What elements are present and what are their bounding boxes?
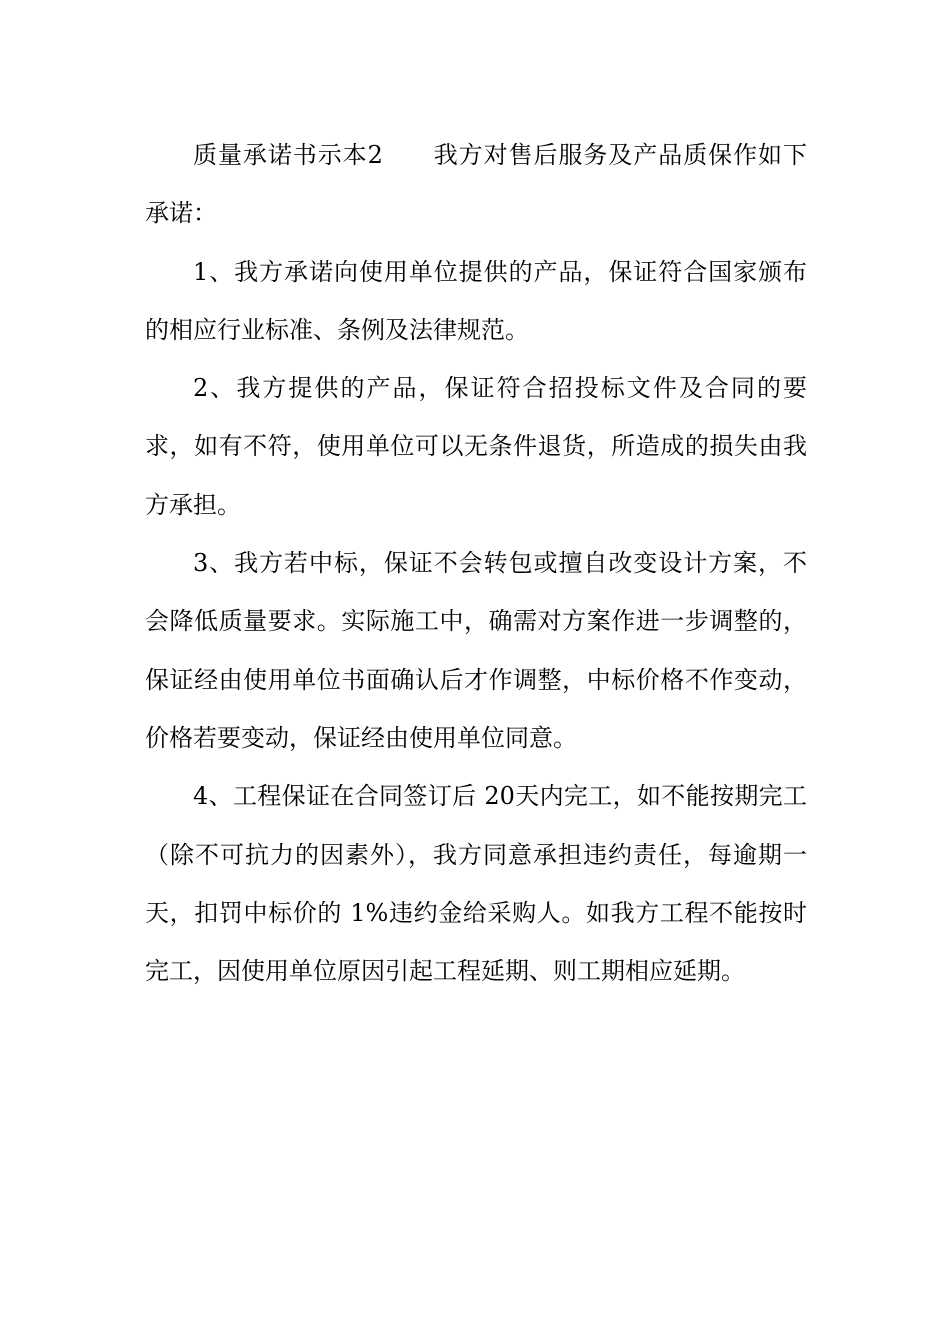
document-body	[145, 126, 807, 1000]
paragraph-item-4: 4、工程保证在合同签订后 20天内完工，如不能按期完工（除不可抗力的因素外），我方同意承担违约责任，每逾期一天，扣罚中标价的 1%违约金给采购人。如我方工程不能按时完工，因使用单位原因引起工程延期、则工期相应延期。	[145, 782, 807, 986]
paragraph-item-1: 1、我方承诺向使用单位提供的产品，保证符合国家颁布的相应行业标准、条例及法律规范。	[145, 257, 807, 344]
paragraph-intro: 质量承诺书示本2 我方对售后服务及产品质保作如下承诺：	[145, 141, 807, 228]
paragraph-item-2: 2、我方提供的产品，保证符合招投标文件及合同的要求，如有不符，使用单位可以无条件退货，所造成的损失由我方承担。	[145, 374, 807, 519]
paragraph-item-3: 3、我方若中标，保证不会转包或擅自改变设计方案，不会降低质量要求。实际施工中，确需对方案作进一步调整的，保证经由使用单位书面确认后才作调整，中标价格不作变动，价格若要变动，保证经由使用单位同意。	[145, 549, 807, 752]
